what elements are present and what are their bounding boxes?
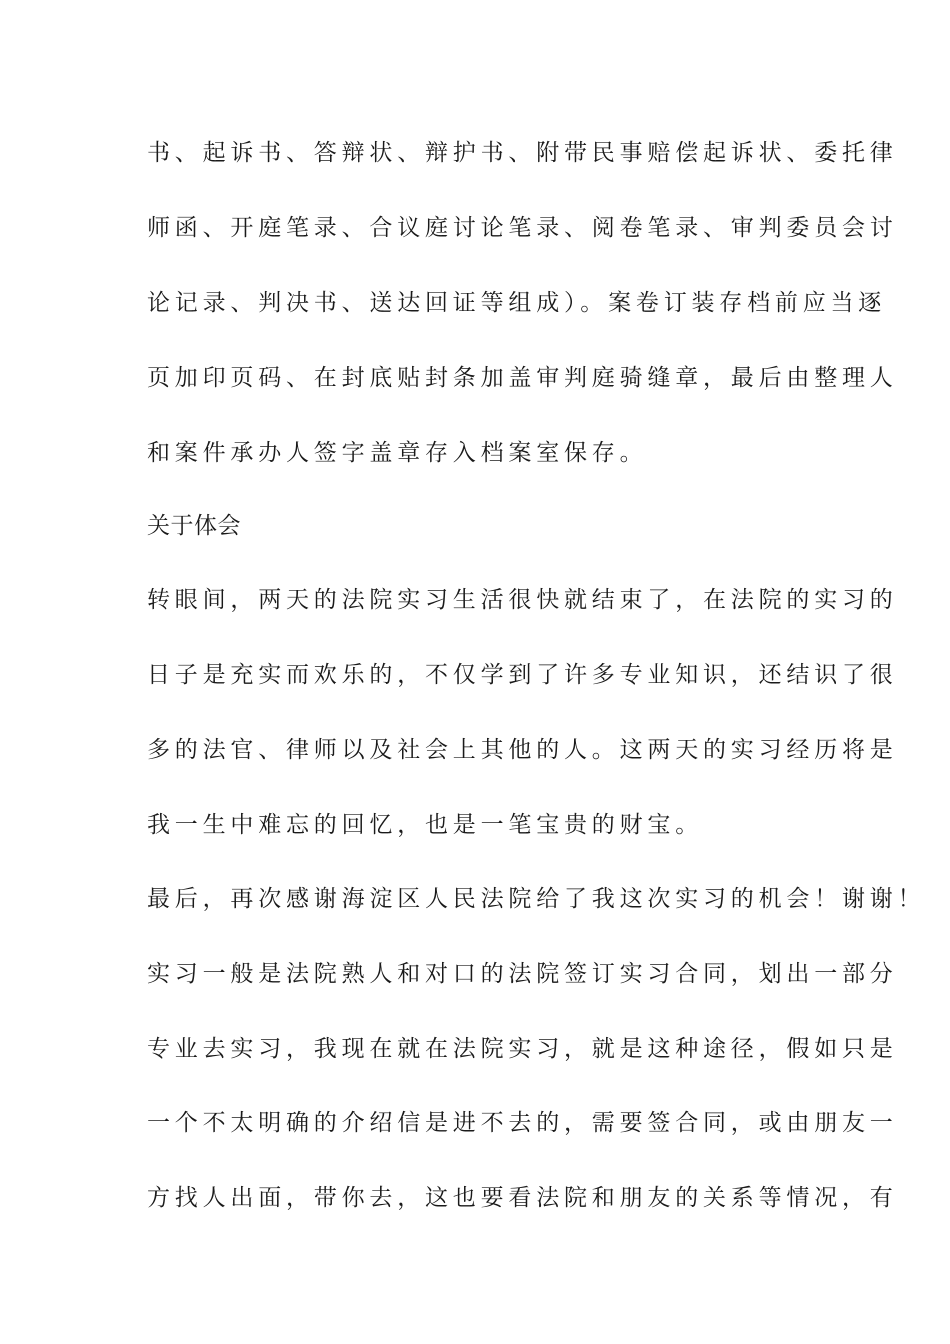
text-line: 论记录、判决书、送达回证等组成）。案卷订装存档前应当逐 bbox=[147, 290, 887, 316]
text-line: 方找人出面，带你去，这也要看法院和朋友的关系等情况，有 bbox=[147, 1185, 898, 1211]
text-line: 转眼间，两天的法院实习生活很快就结束了，在法院的实习的 bbox=[147, 587, 898, 613]
section-heading: 关于体会 bbox=[147, 513, 241, 539]
text-line: 多的法官、律师以及社会上其他的人。这两天的实习经历将是 bbox=[147, 737, 898, 763]
text-line: 日子是充实而欢乐的，不仅学到了许多专业知识，还结识了很 bbox=[147, 662, 898, 688]
text-line: 书、起诉书、答辩状、辩护书、附带民事赔偿起诉状、委托律 bbox=[147, 140, 898, 166]
text-line: 最后，再次感谢海淀区人民法院给了我这次实习的机会！谢谢！ bbox=[147, 886, 926, 912]
text-line: 实习一般是法院熟人和对口的法院签订实习合同，划出一部分 bbox=[147, 961, 898, 987]
text-line: 我一生中难忘的回忆，也是一笔宝贵的财宝。 bbox=[147, 812, 703, 838]
text-line: 师函、开庭笔录、合议庭讨论笔录、阅卷笔录、审判委员会讨 bbox=[147, 215, 898, 241]
text-line: 和案件承办人签字盖章存入档案室保存。 bbox=[147, 440, 648, 466]
text-line: 一个不太明确的介绍信是进不去的，需要签合同，或由朋友一 bbox=[147, 1110, 898, 1136]
text-line: 页加印页码、在封底贴封条加盖审判庭骑缝章，最后由整理人 bbox=[147, 365, 898, 391]
text-line: 专业去实习，我现在就在法院实习，就是这种途径，假如只是 bbox=[147, 1036, 898, 1062]
